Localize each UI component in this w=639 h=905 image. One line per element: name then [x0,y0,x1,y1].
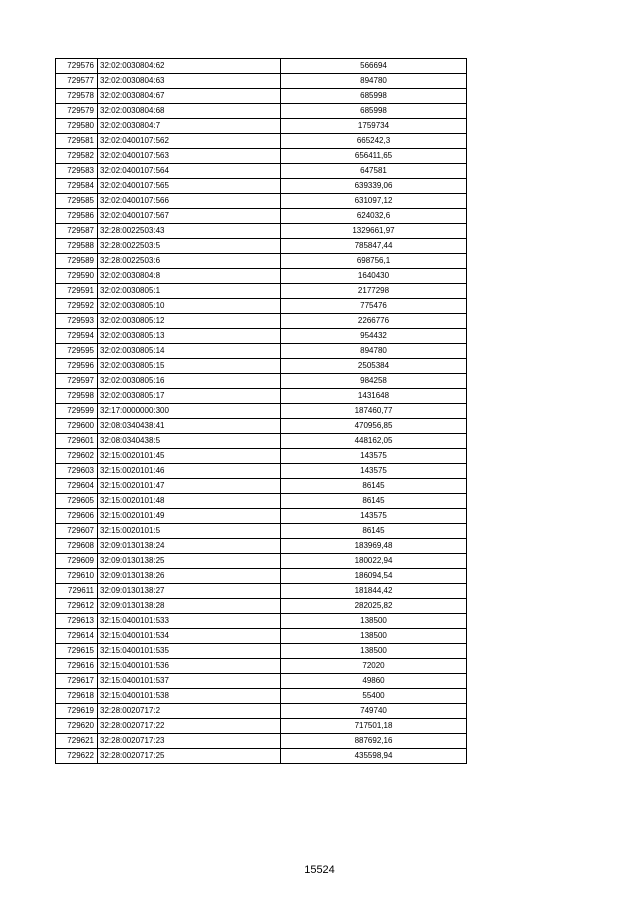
cadastral-number-cell: 32:02:0030805:10 [98,299,281,314]
value-cell: 282025,82 [281,599,467,614]
row-number-cell: 729607 [56,524,98,539]
row-number-cell: 729620 [56,719,98,734]
cadastral-number-cell: 32:02:0030804:67 [98,89,281,104]
table-row [56,194,467,209]
table-row [56,614,467,629]
value-cell: 138500 [281,644,467,659]
row-number-cell: 729621 [56,734,98,749]
value-cell: 894780 [281,344,467,359]
table-row [56,599,467,614]
value-cell: 717501,18 [281,719,467,734]
table-row [56,584,467,599]
value-cell: 138500 [281,614,467,629]
value-cell: 2266776 [281,314,467,329]
table-row [56,434,467,449]
cadastral-number-cell: 32:02:0030805:13 [98,329,281,344]
cadastral-number-cell: 32:28:0020717:23 [98,734,281,749]
cadastral-number-cell: 32:02:0400107:566 [98,194,281,209]
cadastral-number-cell: 32:02:0030805:16 [98,374,281,389]
value-cell: 1329661,97 [281,224,467,239]
row-number-cell: 729612 [56,599,98,614]
value-cell: 749740 [281,704,467,719]
table-row [56,719,467,734]
row-number-cell: 729578 [56,89,98,104]
value-cell: 887692,16 [281,734,467,749]
table-row [56,569,467,584]
row-number-cell: 729585 [56,194,98,209]
row-number-cell: 729596 [56,359,98,374]
value-cell: 1759734 [281,119,467,134]
cadastral-number-cell: 32:02:0400107:567 [98,209,281,224]
table-row [56,284,467,299]
value-cell: 143575 [281,509,467,524]
cadastral-number-cell: 32:02:0400107:565 [98,179,281,194]
cadastral-number-cell: 32:15:0020101:48 [98,494,281,509]
table-row [56,209,467,224]
table-row [56,269,467,284]
cadastral-number-cell: 32:15:0400101:538 [98,689,281,704]
row-number-cell: 729579 [56,104,98,119]
row-number-cell: 729601 [56,434,98,449]
table-row [56,224,467,239]
row-number-cell: 729609 [56,554,98,569]
cadastral-number-cell: 32:28:0020717:22 [98,719,281,734]
value-cell: 86145 [281,494,467,509]
table-row [56,329,467,344]
row-number-cell: 729594 [56,329,98,344]
value-cell: 656411,65 [281,149,467,164]
row-number-cell: 729597 [56,374,98,389]
cadastral-number-cell: 32:15:0020101:49 [98,509,281,524]
cadastral-number-cell: 32:02:0030805:14 [98,344,281,359]
table-row [56,239,467,254]
cadastral-number-cell: 32:15:0020101:45 [98,449,281,464]
table-row [56,464,467,479]
table-row [56,749,467,764]
table-row [56,689,467,704]
value-cell: 566694 [281,59,467,74]
table-row [56,179,467,194]
value-cell: 631097,12 [281,194,467,209]
row-number-cell: 729608 [56,539,98,554]
value-cell: 685998 [281,104,467,119]
row-number-cell: 729587 [56,224,98,239]
cadastral-value-table [55,58,467,764]
cadastral-number-cell: 32:15:0020101:5 [98,524,281,539]
row-number-cell: 729622 [56,749,98,764]
cadastral-number-cell: 32:15:0400101:537 [98,674,281,689]
value-cell: 72020 [281,659,467,674]
cadastral-number-cell: 32:02:0030805:17 [98,389,281,404]
row-number-cell: 729603 [56,464,98,479]
row-number-cell: 729588 [56,239,98,254]
table-row [56,74,467,89]
row-number-cell: 729606 [56,509,98,524]
row-number-cell: 729618 [56,689,98,704]
row-number-cell: 729615 [56,644,98,659]
row-number-cell: 729619 [56,704,98,719]
cadastral-number-cell: 32:09:0130138:27 [98,584,281,599]
table-row [56,299,467,314]
table-row [56,704,467,719]
table-row [56,629,467,644]
value-cell: 86145 [281,524,467,539]
table-row [56,509,467,524]
cadastral-number-cell: 32:15:0020101:47 [98,479,281,494]
table-row [56,524,467,539]
cadastral-number-cell: 32:28:0022503:43 [98,224,281,239]
cadastral-number-cell: 32:08:0340438:5 [98,434,281,449]
row-number-cell: 729593 [56,314,98,329]
value-cell: 470956,85 [281,419,467,434]
value-cell: 698756,1 [281,254,467,269]
value-cell: 954432 [281,329,467,344]
value-cell: 86145 [281,479,467,494]
cadastral-number-cell: 32:15:0400101:536 [98,659,281,674]
table-body [56,59,467,764]
value-cell: 143575 [281,449,467,464]
value-cell: 448162,05 [281,434,467,449]
value-cell: 186094,54 [281,569,467,584]
row-number-cell: 729589 [56,254,98,269]
value-cell: 55400 [281,689,467,704]
value-cell: 181844,42 [281,584,467,599]
row-number-cell: 729595 [56,344,98,359]
value-cell: 624032,6 [281,209,467,224]
row-number-cell: 729584 [56,179,98,194]
row-number-cell: 729611 [56,584,98,599]
table-row [56,134,467,149]
value-cell: 1431648 [281,389,467,404]
table-row [56,554,467,569]
row-number-cell: 729604 [56,479,98,494]
value-cell: 785847,44 [281,239,467,254]
row-number-cell: 729600 [56,419,98,434]
row-number-cell: 729616 [56,659,98,674]
table-row [56,314,467,329]
cadastral-number-cell: 32:15:0400101:534 [98,629,281,644]
cadastral-number-cell: 32:09:0130138:25 [98,554,281,569]
cadastral-number-cell: 32:28:0022503:6 [98,254,281,269]
row-number-cell: 729576 [56,59,98,74]
row-number-cell: 729582 [56,149,98,164]
row-number-cell: 729605 [56,494,98,509]
row-number-cell: 729592 [56,299,98,314]
cadastral-number-cell: 32:02:0030805:1 [98,284,281,299]
row-number-cell: 729591 [56,284,98,299]
value-cell: 647581 [281,164,467,179]
table-row [56,104,467,119]
value-cell: 984258 [281,374,467,389]
row-number-cell: 729586 [56,209,98,224]
table-row [56,359,467,374]
table-row [56,59,467,74]
cadastral-number-cell: 32:02:0030804:68 [98,104,281,119]
table-row [56,344,467,359]
value-cell: 639339,06 [281,179,467,194]
value-cell: 183969,48 [281,539,467,554]
cadastral-number-cell: 32:17:0000000:300 [98,404,281,419]
value-cell: 1640430 [281,269,467,284]
table-row [56,389,467,404]
value-cell: 187460,77 [281,404,467,419]
value-cell: 775476 [281,299,467,314]
cadastral-number-cell: 32:15:0400101:535 [98,644,281,659]
table-row [56,674,467,689]
row-number-cell: 729590 [56,269,98,284]
cadastral-number-cell: 32:02:0400107:563 [98,149,281,164]
cadastral-number-cell: 32:08:0340438:41 [98,419,281,434]
cadastral-number-cell: 32:09:0130138:26 [98,569,281,584]
page-number: 15524 [304,864,335,876]
value-cell: 685998 [281,89,467,104]
table-row [56,404,467,419]
value-cell: 665242,3 [281,134,467,149]
cadastral-number-cell: 32:09:0130138:28 [98,599,281,614]
cadastral-number-cell: 32:02:0030804:62 [98,59,281,74]
cadastral-number-cell: 32:02:0030804:8 [98,269,281,284]
cadastral-number-cell: 32:15:0400101:533 [98,614,281,629]
table-row [56,734,467,749]
row-number-cell: 729583 [56,164,98,179]
row-number-cell: 729598 [56,389,98,404]
cadastral-number-cell: 32:28:0020717:25 [98,749,281,764]
value-cell: 2505384 [281,359,467,374]
cadastral-number-cell: 32:02:0030804:7 [98,119,281,134]
row-number-cell: 729613 [56,614,98,629]
value-cell: 49860 [281,674,467,689]
table-row [56,89,467,104]
cadastral-number-cell: 32:09:0130138:24 [98,539,281,554]
table-row [56,449,467,464]
value-cell: 143575 [281,464,467,479]
cadastral-number-cell: 32:15:0020101:46 [98,464,281,479]
cadastral-number-cell: 32:28:0020717:2 [98,704,281,719]
table-row [56,479,467,494]
row-number-cell: 729602 [56,449,98,464]
cadastral-number-cell: 32:02:0030805:15 [98,359,281,374]
table-row [56,494,467,509]
row-number-cell: 729577 [56,74,98,89]
table-row [56,119,467,134]
value-cell: 138500 [281,629,467,644]
cadastral-number-cell: 32:02:0400107:564 [98,164,281,179]
cadastral-number-cell: 32:02:0400107:562 [98,134,281,149]
table-row [56,659,467,674]
value-cell: 435598,94 [281,749,467,764]
row-number-cell: 729581 [56,134,98,149]
table-row [56,644,467,659]
row-number-cell: 729617 [56,674,98,689]
table-row [56,254,467,269]
value-cell: 2177298 [281,284,467,299]
row-number-cell: 729580 [56,119,98,134]
table-row [56,164,467,179]
table-row [56,374,467,389]
table-row [56,419,467,434]
value-cell: 894780 [281,74,467,89]
row-number-cell: 729610 [56,569,98,584]
table-row [56,149,467,164]
cadastral-number-cell: 32:02:0030805:12 [98,314,281,329]
value-cell: 180022,94 [281,554,467,569]
table-row [56,539,467,554]
row-number-cell: 729599 [56,404,98,419]
cadastral-number-cell: 32:28:0022503:5 [98,239,281,254]
cadastral-number-cell: 32:02:0030804:63 [98,74,281,89]
row-number-cell: 729614 [56,629,98,644]
